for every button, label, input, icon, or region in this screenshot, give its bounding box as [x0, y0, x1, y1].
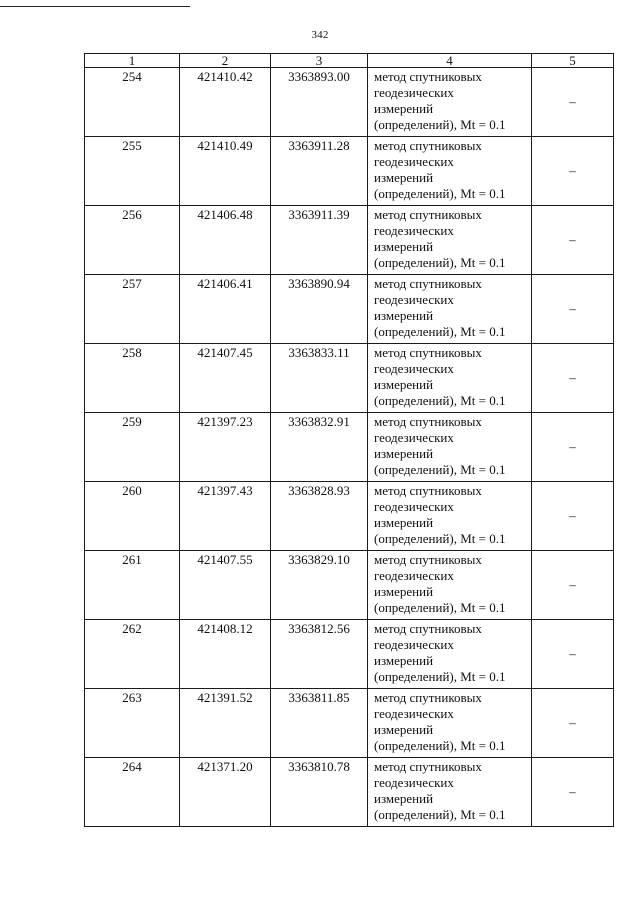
- y-coordinate-cell: 3363810.78: [271, 758, 368, 827]
- point-number-cell: 256: [85, 206, 180, 275]
- table-row: [85, 620, 614, 689]
- table-row: [85, 758, 614, 827]
- method-line: метод спутниковых: [374, 207, 482, 222]
- method-line: (определений), Mt = 0.1: [374, 669, 506, 684]
- page-number: 342: [311, 29, 329, 41]
- x-coordinate-cell: 421407.55: [180, 551, 271, 620]
- method-cell: [368, 68, 532, 137]
- note-cell: –: [532, 689, 614, 758]
- note-cell: –: [532, 551, 614, 620]
- note-cell: –: [532, 758, 614, 827]
- column-header: 4: [368, 54, 532, 68]
- table-row: [85, 413, 614, 482]
- y-coordinate-cell: 3363832.91: [271, 413, 368, 482]
- method-line: метод спутниковых: [374, 276, 482, 291]
- method-line: метод спутниковых: [374, 483, 482, 498]
- method-line: геодезических: [374, 637, 454, 652]
- method-line: метод спутниковых: [374, 552, 482, 567]
- column-header: 1: [85, 54, 180, 68]
- table-row: [85, 206, 614, 275]
- note-cell: –: [532, 482, 614, 551]
- method-line: метод спутниковых: [374, 759, 482, 774]
- note-cell: –: [532, 620, 614, 689]
- method-cell: [368, 482, 532, 551]
- table-row: [85, 689, 614, 758]
- x-coordinate-cell: 421391.52: [180, 689, 271, 758]
- x-coordinate-cell: 421397.43: [180, 482, 271, 551]
- point-number-cell: 263: [85, 689, 180, 758]
- point-number-cell: 257: [85, 275, 180, 344]
- method-cell: [368, 551, 532, 620]
- method-line: метод спутниковых: [374, 414, 482, 429]
- method-line: геодезических: [374, 361, 454, 376]
- method-line: геодезических: [374, 499, 454, 514]
- method-cell: [368, 344, 532, 413]
- method-line: (определений), Mt = 0.1: [374, 462, 506, 477]
- method-line: измерений: [374, 170, 434, 185]
- method-cell: [368, 413, 532, 482]
- y-coordinate-cell: 3363890.94: [271, 275, 368, 344]
- method-line: геодезических: [374, 85, 454, 100]
- table-header-row: [85, 54, 614, 68]
- coordinates-table: [84, 53, 614, 827]
- x-coordinate-cell: 421410.49: [180, 137, 271, 206]
- method-cell: [368, 275, 532, 344]
- method-line: измерений: [374, 653, 434, 668]
- method-line: геодезических: [374, 706, 454, 721]
- y-coordinate-cell: 3363812.56: [271, 620, 368, 689]
- note-cell: –: [532, 206, 614, 275]
- method-line: измерений: [374, 101, 434, 116]
- method-line: (определений), Mt = 0.1: [374, 324, 506, 339]
- table-row: [85, 68, 614, 137]
- table-row: [85, 551, 614, 620]
- point-number-cell: 259: [85, 413, 180, 482]
- y-coordinate-cell: 3363811.85: [271, 689, 368, 758]
- method-line: геодезических: [374, 223, 454, 238]
- method-cell: [368, 137, 532, 206]
- method-line: (определений), Mt = 0.1: [374, 531, 506, 546]
- point-number-cell: 255: [85, 137, 180, 206]
- note-cell: –: [532, 275, 614, 344]
- x-coordinate-cell: 421397.23: [180, 413, 271, 482]
- method-line: измерений: [374, 791, 434, 806]
- method-line: метод спутниковых: [374, 690, 482, 705]
- x-coordinate-cell: 421408.12: [180, 620, 271, 689]
- method-line: (определений), Mt = 0.1: [374, 186, 506, 201]
- column-header: 5: [532, 54, 614, 68]
- note-cell: –: [532, 68, 614, 137]
- x-coordinate-cell: 421410.42: [180, 68, 271, 137]
- method-line: (определений), Mt = 0.1: [374, 117, 506, 132]
- method-line: метод спутниковых: [374, 69, 482, 84]
- y-coordinate-cell: 3363911.28: [271, 137, 368, 206]
- note-cell: –: [532, 137, 614, 206]
- method-line: метод спутниковых: [374, 138, 482, 153]
- method-line: геодезических: [374, 775, 454, 790]
- y-coordinate-cell: 3363911.39: [271, 206, 368, 275]
- column-header: 2: [180, 54, 271, 68]
- y-coordinate-cell: 3363893.00: [271, 68, 368, 137]
- method-line: (определений), Mt = 0.1: [374, 738, 506, 753]
- top-rule: [0, 6, 190, 7]
- method-line: геодезических: [374, 292, 454, 307]
- method-line: геодезических: [374, 430, 454, 445]
- method-cell: [368, 689, 532, 758]
- method-cell: [368, 758, 532, 827]
- method-line: измерений: [374, 377, 434, 392]
- method-line: метод спутниковых: [374, 345, 482, 360]
- method-cell: [368, 620, 532, 689]
- table-row: [85, 275, 614, 344]
- column-header: 3: [271, 54, 368, 68]
- method-line: (определений), Mt = 0.1: [374, 393, 506, 408]
- table-row: [85, 137, 614, 206]
- method-line: измерений: [374, 722, 434, 737]
- method-line: (определений), Mt = 0.1: [374, 255, 506, 270]
- point-number-cell: 261: [85, 551, 180, 620]
- method-line: геодезических: [374, 154, 454, 169]
- method-line: (определений), Mt = 0.1: [374, 807, 506, 822]
- x-coordinate-cell: 421406.41: [180, 275, 271, 344]
- note-cell: –: [532, 344, 614, 413]
- x-coordinate-cell: 421407.45: [180, 344, 271, 413]
- method-line: измерений: [374, 239, 434, 254]
- note-cell: –: [532, 413, 614, 482]
- x-coordinate-cell: 421371.20: [180, 758, 271, 827]
- point-number-cell: 260: [85, 482, 180, 551]
- table-row: [85, 344, 614, 413]
- point-number-cell: 262: [85, 620, 180, 689]
- point-number-cell: 264: [85, 758, 180, 827]
- method-line: измерений: [374, 515, 434, 530]
- point-number-cell: 254: [85, 68, 180, 137]
- method-line: измерений: [374, 584, 434, 599]
- method-cell: [368, 206, 532, 275]
- y-coordinate-cell: 3363833.11: [271, 344, 368, 413]
- table-row: [85, 482, 614, 551]
- point-number-cell: 258: [85, 344, 180, 413]
- method-line: геодезических: [374, 568, 454, 583]
- method-line: метод спутниковых: [374, 621, 482, 636]
- x-coordinate-cell: 421406.48: [180, 206, 271, 275]
- method-line: измерений: [374, 446, 434, 461]
- method-line: (определений), Mt = 0.1: [374, 600, 506, 615]
- table-body: [85, 68, 614, 827]
- y-coordinate-cell: 3363829.10: [271, 551, 368, 620]
- method-line: измерений: [374, 308, 434, 323]
- y-coordinate-cell: 3363828.93: [271, 482, 368, 551]
